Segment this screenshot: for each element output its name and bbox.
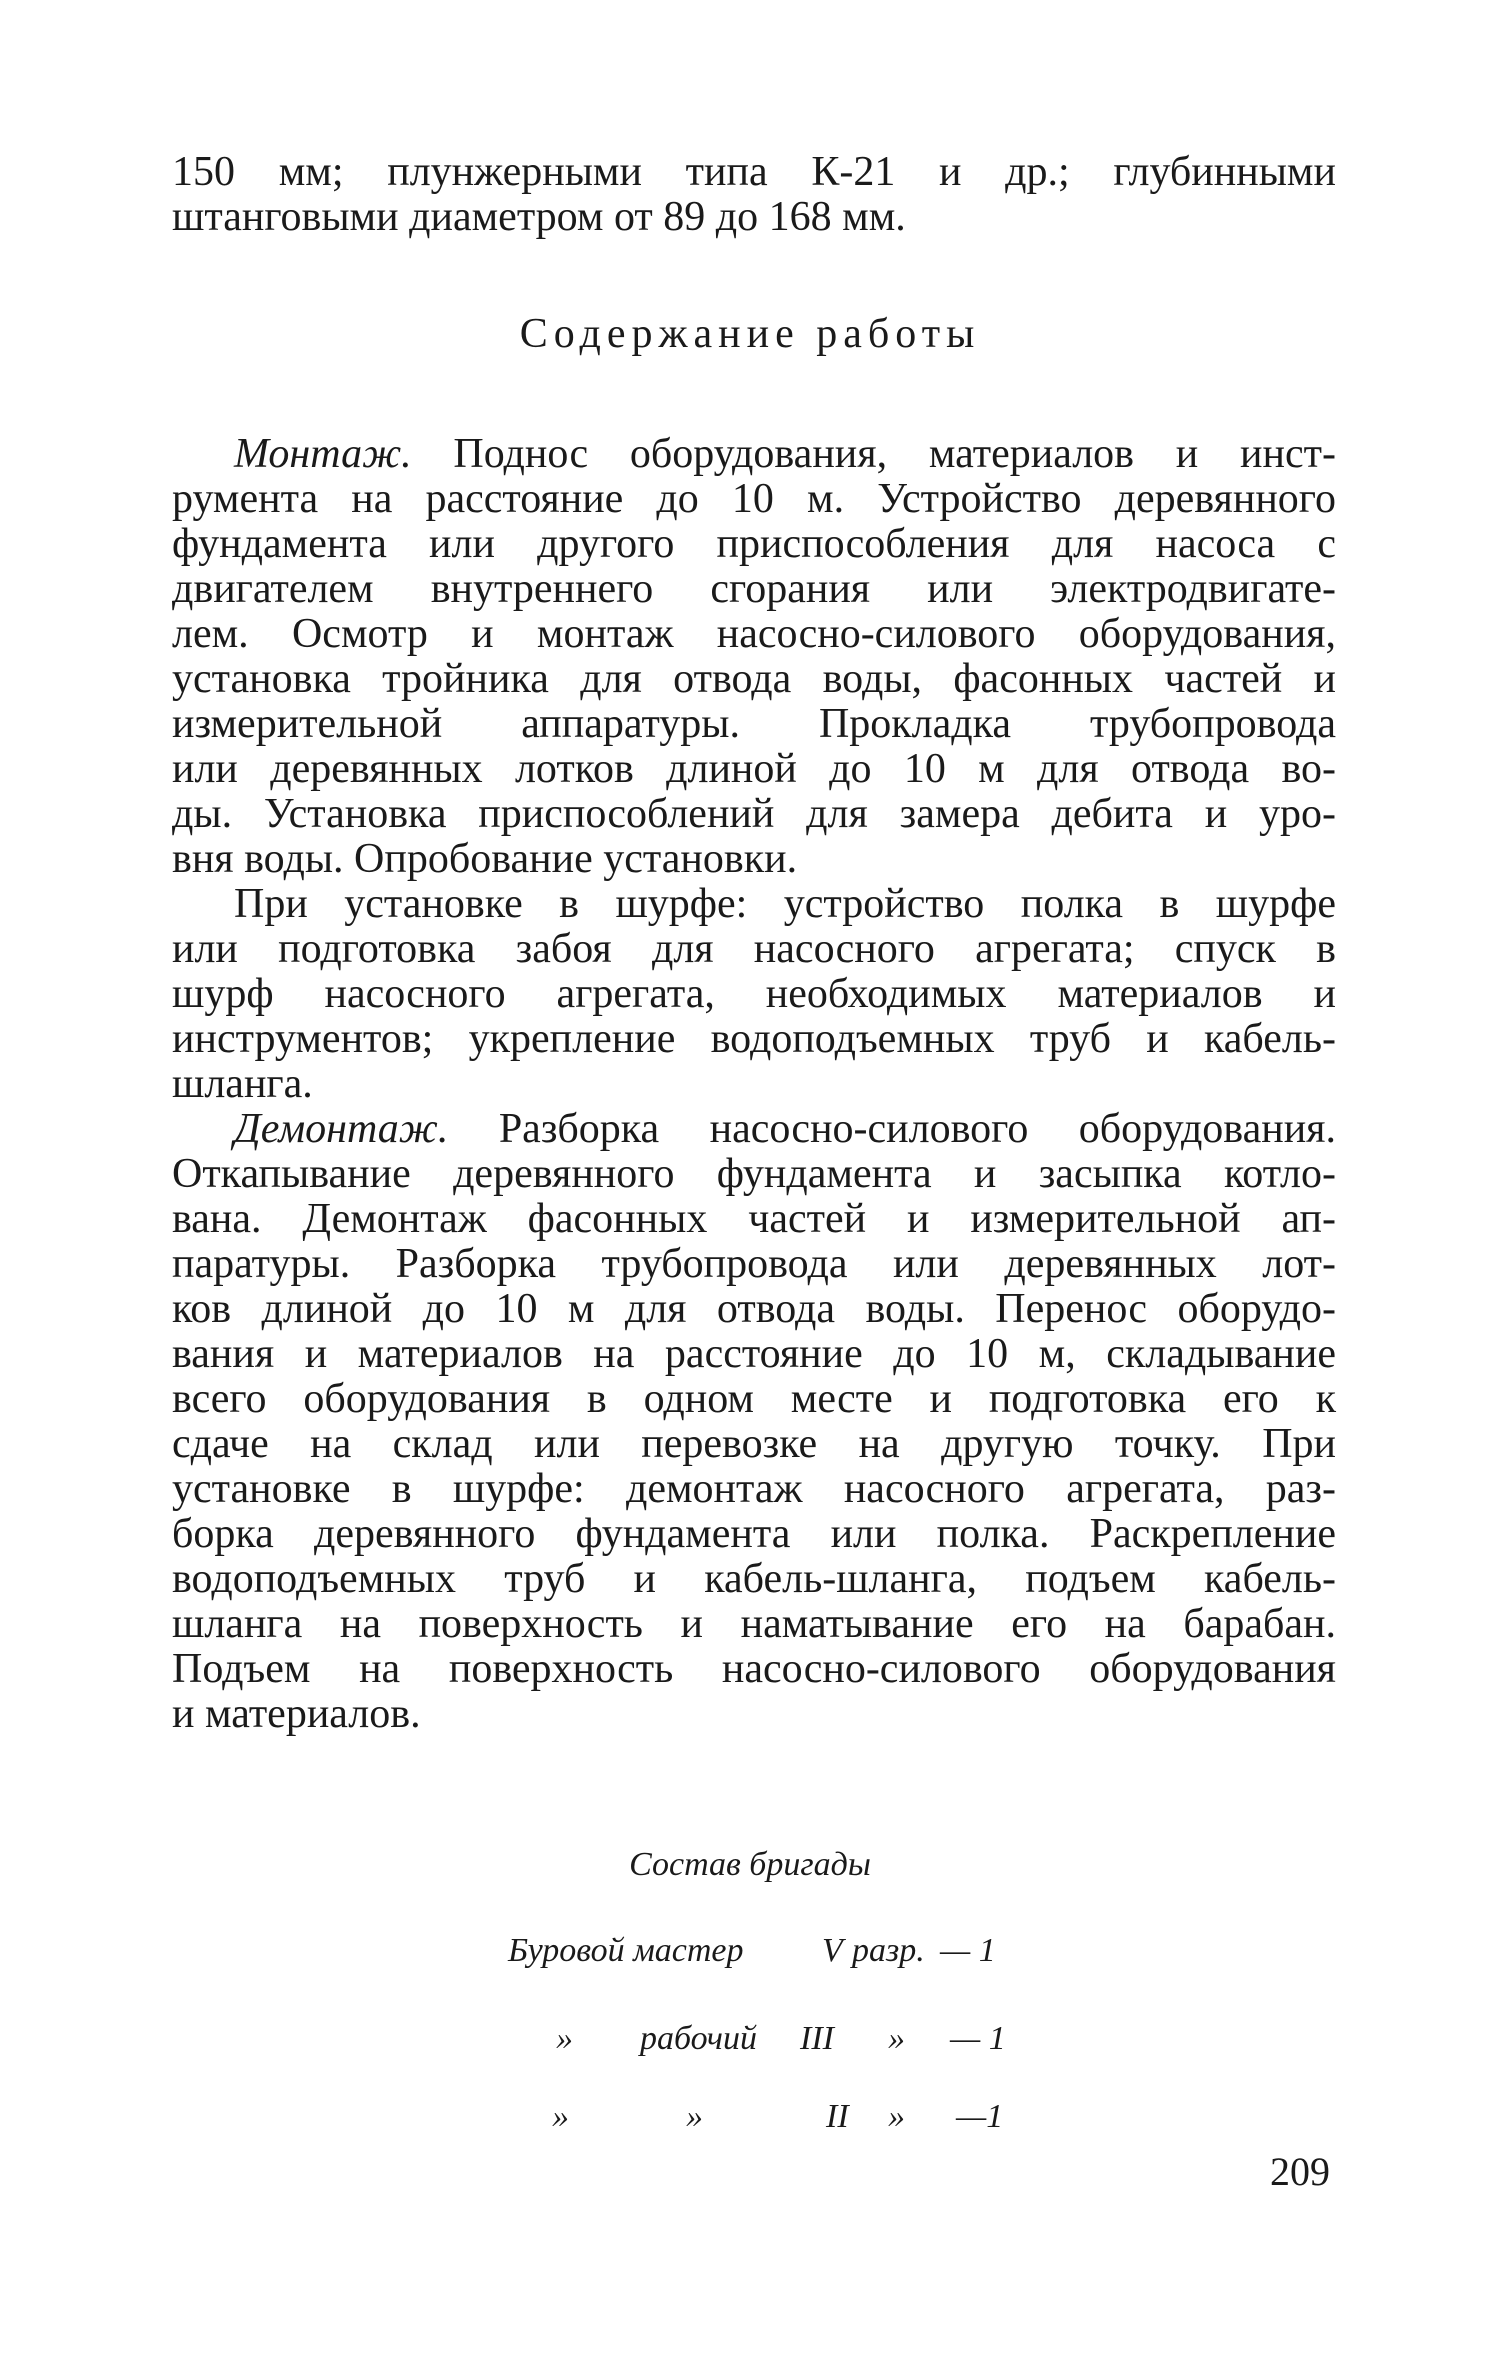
crew-grade-unit: » [888, 2020, 905, 2057]
text-line: вня воды. Опробование установки. [172, 836, 798, 882]
crew-role: Буровой мастер [508, 1932, 744, 1969]
dismantle-line-rest: Разборка насосно-силового оборудования. [448, 1106, 1336, 1152]
text-line: шланга на поверхность и наматывание его на барабан. [172, 1601, 1336, 1647]
text-line: сдаче на склад или перевозке на другую точку. При [172, 1421, 1336, 1467]
crew-grade-unit: разр. [852, 1932, 925, 1969]
intro-paragraph [172, 150, 1336, 240]
text-line: ков длиной до 10 м для отвода воды. Перенос оборудо- [172, 1286, 1336, 1332]
crew-ditto: » [556, 2020, 573, 2057]
text-line: фундамента или другого приспособления для насоса с [172, 521, 1336, 567]
crew-title: Состав бригады [629, 1846, 871, 1883]
text-line: измерительной аппаратуры. Прокладка трубопровода [172, 701, 1336, 747]
text-line: лем. Осмотр и монтаж насосно-силового оборудования, [172, 611, 1336, 657]
crew-count: —1 [956, 2098, 1004, 2135]
text-line: румента на расстояние до 10 м. Устройство деревянного [172, 476, 1336, 522]
crew-role: рабочий [640, 2020, 757, 2057]
text-line: шурф насосного агрегата, необходимых материалов и [172, 971, 1336, 1017]
text-line: и материалов. [172, 1691, 421, 1737]
text-line [172, 432, 1336, 477]
text-line: 150 мм; плунжерными типа К-21 и др.; глубинными [172, 149, 1336, 195]
text-line: инструментов; укрепление водоподъемных труб и кабель- [172, 1016, 1336, 1062]
crew-row [0, 2098, 1500, 2148]
text-line: вания и материалов на расстояние до 10 м, складывание [172, 1331, 1336, 1377]
text-line: установка тройника для отвода воды, фасонных частей и [172, 656, 1336, 702]
crew-grade: V [822, 1932, 843, 1969]
crew-grade-unit: » [888, 2098, 905, 2135]
text-line: штанговыми диаметром от 89 до 168 мм. [172, 194, 906, 240]
text-line: всего оборудования в одном месте и подготовка его к [172, 1376, 1336, 1422]
crew-ditto: » [686, 2098, 703, 2135]
text-line: шланга. [172, 1061, 313, 1107]
text-line: борка деревянного фундамента или полка. Раскрепление [172, 1511, 1336, 1557]
text-line: паратуры. Разборка трубопровода или деревянных лот- [172, 1241, 1336, 1287]
crew-row [0, 1932, 1500, 1982]
text-line: установке в шурфе: демонтаж насосного агрегата, раз- [172, 1466, 1336, 1512]
crew-count: — 1 [950, 2020, 1006, 2057]
text-line: или деревянных лотков длиной до 10 м для отвода во- [172, 746, 1336, 792]
text-line: вана. Демонтаж фасонных частей и измерительной ап- [172, 1196, 1336, 1242]
montage-lead: Монтаж. [234, 431, 412, 477]
crew-count: — 1 [940, 1932, 996, 1969]
text-line [172, 1107, 1336, 1152]
text-line: Откапывание деревянного фундамента и засыпка котло- [172, 1151, 1336, 1197]
page-number: 209 [1270, 2149, 1330, 2194]
section-heading: Содержание работы [519, 311, 981, 357]
crew-grade: III [800, 2020, 834, 2057]
montage-line-rest: Поднос оборудования, материалов и инст- [411, 431, 1336, 477]
text-line: водоподъемных труб и кабель-шланга, подъем кабель- [172, 1556, 1336, 1602]
crew-row [0, 2020, 1500, 2070]
crew-ditto: » [552, 2098, 569, 2135]
text-line: двигателем внутреннего сгорания или электродвигате- [172, 566, 1336, 612]
work-content-body [172, 432, 1336, 1737]
text-line: или подготовка забоя для насосного агрегата; спуск в [172, 926, 1336, 972]
text-line: ды. Установка приспособлений для замера дебита и уро- [172, 791, 1336, 837]
dismantle-lead: Демонтаж. [234, 1106, 449, 1152]
text-line: Подъем на поверхность насосно-силового оборудования [172, 1646, 1336, 1692]
text-line: При установке в шурфе: устройство полка в шурфе [234, 881, 1336, 927]
crew-grade: II [826, 2098, 849, 2135]
